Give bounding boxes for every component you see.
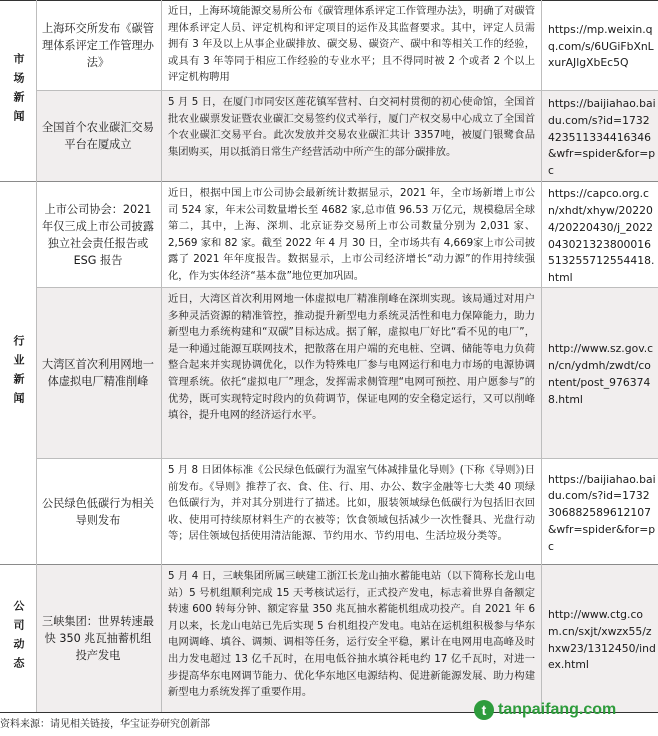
leaf-icon: t xyxy=(474,700,494,720)
category-market: 市场新闻 xyxy=(12,52,25,129)
row-title: 上海环交所发布《碳管理体系评定工作管理办法》 xyxy=(42,21,154,69)
row-source-link[interactable]: https://baijiahao.baidu.com/s?id=1732423511334416346&wfr=spider&for=pc xyxy=(548,97,656,178)
table-row xyxy=(0,182,658,287)
row-body: 近日，大湾区首次利用网地一体虚拟电厂精准削峰在深圳实现。该局通过对用户多种灵活资源的精准管控，推动提升新型电力系统灵活性和电力保障能力，助力新型电力系统构建和“双碳”目标达成。据了解，虚拟电厂好比“看不见的电厂”，是一种通过能源互联网技术，把散落在用户端的充电桩、空调、储能等电力负荷整合起来并实现协调优化，以作为特殊电厂参与电网运行和电力市场的电源协调管理系统。依托“虚拟电厂”理念，发挥需求侧管理“电网可预控、用户愿参与”的优势，既可实现特定时段内的负荷调节，保证电网的安全稳定运行，又可以削峰填谷，提升电网的经济运行水平。 xyxy=(168,293,535,422)
table-border-top xyxy=(0,0,658,1)
table-row xyxy=(0,0,658,90)
row-source-link[interactable]: http://www.sz.gov.cn/cn/ydmh/zwdt/content/post_9763748.html xyxy=(548,342,654,406)
row-source-link[interactable]: https://baijiahao.baidu.com/s?id=1732306882589612107&wfr=spider&for=pc xyxy=(548,472,656,553)
table-row xyxy=(0,288,658,458)
column-divider xyxy=(36,0,37,712)
table-row xyxy=(0,459,658,564)
table-row xyxy=(0,565,658,712)
column-divider xyxy=(161,0,162,712)
row-source-link[interactable]: http://www.ctg.com.cn/sxjt/xwzx55/zhxw23/1312450/index.html xyxy=(548,607,656,672)
row-body: 5 月 4 日，三峡集团所属三峡建工浙江长龙山抽水蓄能电站（以下简称长龙山电站）5 号机组顺利完成 15 天考核试运行，正式投产发电，标志着世界自备额定转速 600 转每分钟、额定容量 350 兆瓦抽水蓄能机组成功投产。自 2021 年 6 月以来，长龙山电站已先后实现 5 台机组投产发电。电站在运机组积极参与华东电网调峰、填谷、调频、调相等任务，运行安全平稳，累计在电网用电高峰及时出力发电超过 13 亿千瓦时，在用电低谷抽水填谷耗电约 17 亿千瓦时，对进一步提高华东电网调节能力、优化华东地区电源结构、促进新能源发展、助力构建新型电力系统发挥了重要作用。 xyxy=(168,570,535,699)
row-title: 大湾区首次利用网地一体虚拟电厂精准削峰 xyxy=(42,358,154,388)
row-body: 5 月 5 日，在厦门市同安区莲花镇军营村、白交祠村贯彻的初心使命馆，全国首批农业碳票发证暨农业碳汇交易签约仪式举行，厦门产权交易中心成立了全国首个农业碳汇交易平台。此次发放并交易农业碳汇共计 3357吨，被厦门银鹭食品集团购买，用以抵消日常生产经营活动中所产生的部分碳排放。 xyxy=(168,96,535,158)
row-title: 三峡集团：世界转速最快 350 兆瓦抽蓄机组投产发电 xyxy=(42,615,154,662)
row-source-link[interactable]: https://capco.org.cn/xhdt/xhyw/202204/20220430/j_2022043021323800016513255712554418.html xyxy=(548,187,655,285)
category-company: 公司动态 xyxy=(12,600,25,676)
row-source-link[interactable]: https://mp.weixin.qq.com/s/6UGiFbXnLxurAJlgXbEc5Q xyxy=(548,22,654,70)
row-title: 全国首个农业碳汇交易平台在厦成立 xyxy=(42,121,154,151)
section-divider xyxy=(0,564,658,565)
table-row xyxy=(0,91,658,181)
row-divider xyxy=(36,458,658,459)
section-divider xyxy=(0,181,658,182)
column-divider xyxy=(541,0,542,712)
row-divider xyxy=(36,287,658,288)
row-title: 上市公司协会：2021 年仅三成上市公司披露独立社会责任报告或 ESG 报告 xyxy=(42,202,154,267)
source-note: 资料来源：请见相关链接，华宝证券研究创新部 xyxy=(0,719,210,730)
row-title: 公民绿色低碳行为相关导则发布 xyxy=(42,496,154,527)
watermark-text: tanpaifang.com xyxy=(498,701,617,718)
row-body: 5 月 8 日团体标准《公民绿色低碳行为温室气体减排量化导则》(下称《导则》)日前发布。《导则》推荐了衣、食、住、行、用、办公、数字金融等七大类 40 项绿色低碳行为，并对其分别进行了描述。比如，服装领域绿色低碳行为包括旧衣回收、使用可持续原材料生产的衣被等；饮食领域包括减少一次性餐具、光盘行动等；居住领域包括使用清洁能源、节约用水、节约用电、生活垃圾分类等。 xyxy=(168,464,535,543)
category-industry: 行业新闻 xyxy=(12,334,25,411)
watermark-logo xyxy=(474,696,658,724)
row-body: 近日，上海环境能源交易所公布《碳管理体系评定工作管理办法》，明确了对碳管理体系评定人员、评定机构和评定项目的运作及其监督要求。其中，评定人员需拥有 3 年及以上从事企业碳排放、碳交易、碳资产、碳中和等相关工作的经验，或具有 3 年等同于相应工作经验的专业水平；且不得同时被 2 个或者 2 个以上评定机构聘用 xyxy=(168,5,535,84)
row-divider xyxy=(36,90,658,91)
row-body: 近日，根据中国上市公司协会最新统计数据显示，2021 年，全市场新增上市公司 524 家，年末公司数量增长至 4682 家,总市值 96.53 万亿元，规模稳居全球第二，其中，上海、深圳、北京证券交易所上市公司数量分别为 2,031 家、2,569 家和 82 家。截至 2022 年 4 月 30 日，全市场共有 4,669家上市公司披露了 2021 年年度报告。数据显示，上市公司经济增长“动力源”的作用持续强化，作为实体经济“基本盘”地位更加巩固。 xyxy=(168,187,535,282)
